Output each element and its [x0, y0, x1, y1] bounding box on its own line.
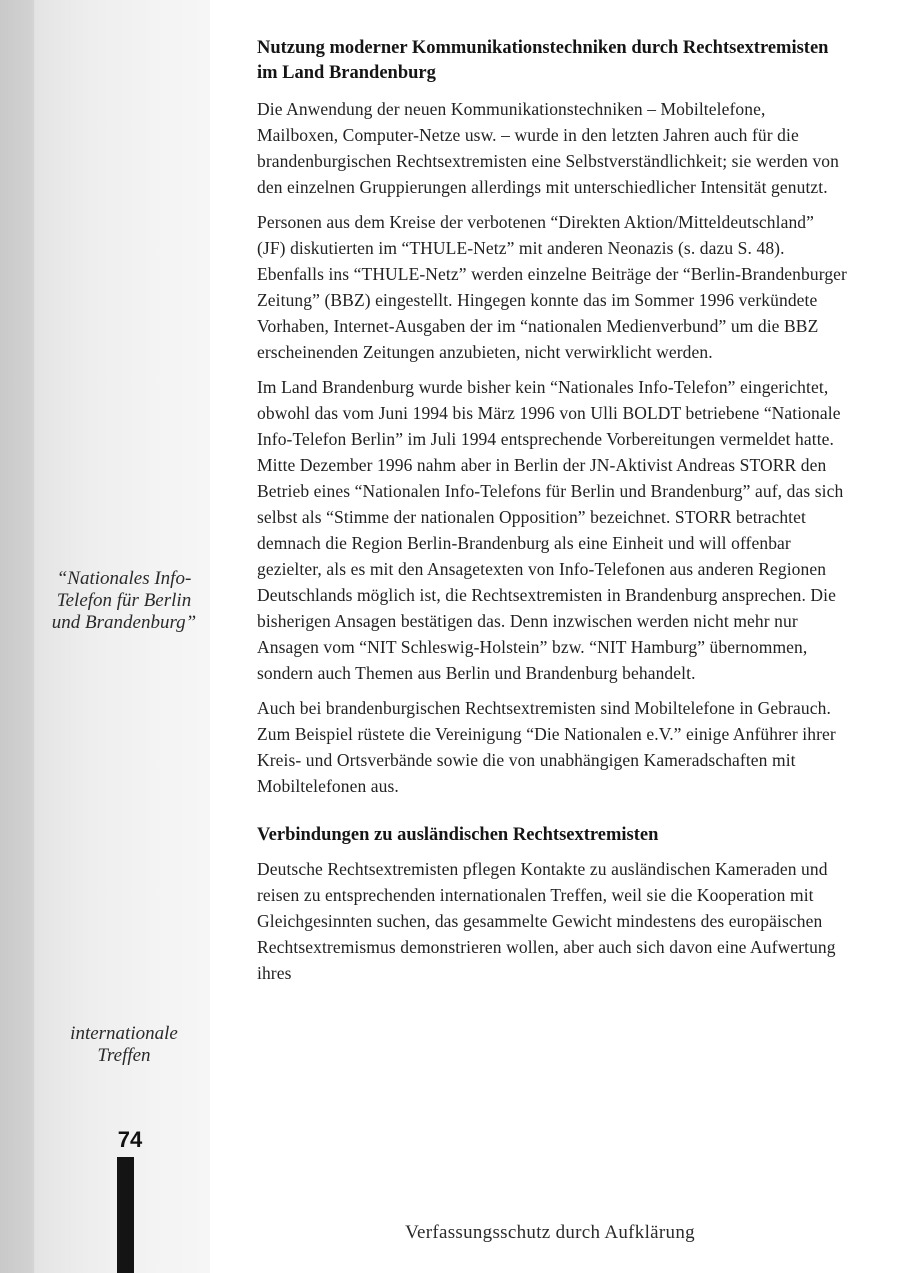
- binding-shadow: [0, 0, 34, 1273]
- main-text-column: [257, 36, 847, 995]
- paragraph-4: Auch bei brandenburgischen Rechtsextremisten sind Mobiltelefone in Gebrauch. Zum Beispiel rüstete die Vereinigung “Die Nationalen e.V.” einige Anführer ihrer Kreis- und Ortsverbände sowie die von unabhängigen Kameradschaften mit Mobiltelefonen aus.: [257, 698, 836, 796]
- paragraph-2: Personen aus dem Kreise der verbotenen “Direkten Aktion/Mitteldeutschland” (JF) diskutierten im “THULE-Netz” mit anderen Neonazis (s. dazu S. 48). Ebenfalls ins “THULE-Netz” werden einzelne Beiträge der “Berlin-Brandenburger Zeitung” (BBZ) eingestellt. Hingegen konnte das im Sommer 1996 verkündete Vorhaben, Internet-Ausgaben der im “nationalen Medienverbund” um die BBZ erscheinenden Zeitungen anzubieten, nicht verwirklicht werden.: [257, 212, 847, 362]
- margin-note-internationale-treffen: internationale Treffen: [70, 1023, 178, 1066]
- margin-column: [0, 0, 210, 1273]
- page-number: 74: [117, 1127, 143, 1152]
- paragraph-5: Deutsche Rechtsextremisten pflegen Kontakte zu ausländischen Kameraden und reisen zu entsprechenden internationalen Treffen, weil sie die Kooperation mit Gleichgesinnten suchen, das gesammelte Gewicht mindestens des europäischen Rechtsextremismus demonstrieren wollen, aber auch sich davon eine Aufwertung ihres: [257, 859, 836, 983]
- paragraph-1: Die Anwendung der neuen Kommunikationstechniken – Mobiltelefone, Mailboxen, Computer-Netze usw. – wurde in den letzten Jahren auch für die brandenburgischen Rechtsextremisten eine Selbstverständlichkeit; sie werden von den einzelnen Gruppierungen allerdings mit unterschiedlicher Intensität genutzt.: [257, 99, 839, 197]
- paragraph-3: Im Land Brandenburg wurde bisher kein “Nationales Info-Telefon” eingerichtet, obwohl das vom Juni 1994 bis März 1996 von Ulli BOLDT betriebene “Nationale Info-Telefon Berlin” im Juli 1994 entsprechende Vorbereitungen vermeldet hatte. Mitte Dezember 1996 nahm aber in Berlin der JN-Aktivist Andreas STORR den Betrieb eines “Nationalen Info-Telefons für Berlin und Brandenburg” auf, das sich selbst als “Stimme der nationalen Opposition” bezeichnet. STORR betrachtet demnach die Region Berlin-Brandenburg als eine Einheit und will offenbar gezielter, als es mit den Ansagetexten von Info-Telefonen aus anderen Regionen Deutschlands möglich ist, die Rechtsextremisten in Brandenburg ansprechen. Die bisherigen Ansagen bestätigen das. Denn inzwischen werden nicht mehr nur Ansagen vom “NIT Schleswig-Holstein” bzw. “NIT Hamburg” übernommen, sondern auch Themen aus Berlin und Brandenburg behandelt.: [257, 377, 844, 683]
- page-footer: Verfassungsschutz durch Aufklärung: [405, 1222, 695, 1243]
- section-heading-kommunikationstechniken: Nutzung moderner Kommunikationstechniken durch Rechtsextremisten im Land Brandenburg: [257, 38, 829, 83]
- margin-note-info-telefon: “Nationales Info-Telefon für Berlin und Brandenburg”: [51, 568, 197, 633]
- section-heading-auslaendische-rechtsextremisten: Verbindungen zu ausländischen Rechtsextremisten: [257, 825, 659, 845]
- page-number-bar: [117, 1157, 134, 1273]
